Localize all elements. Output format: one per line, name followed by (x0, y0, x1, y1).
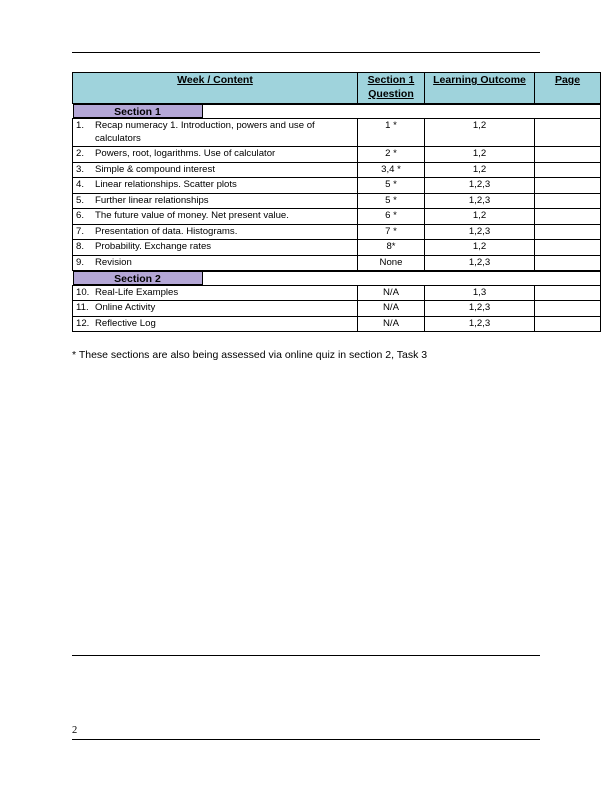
content-cell (73, 224, 358, 239)
question-cell: 6 * (358, 209, 425, 224)
row-number: 1. (76, 120, 85, 132)
table-row (73, 147, 601, 162)
table-row (73, 316, 601, 331)
row-number: 2. (76, 148, 85, 160)
page-cell (535, 224, 601, 239)
page-cell (535, 147, 601, 162)
outcome-cell: 1,2,3 (425, 255, 535, 270)
row-content: Reflective Log (95, 317, 156, 329)
table-row (73, 119, 601, 147)
content-cell (73, 147, 358, 162)
row-content: Powers, root, logarithms. Use of calculator (95, 148, 276, 160)
page-cell (535, 255, 601, 270)
page-cell (535, 301, 601, 316)
row-content: Real-Life Examples (95, 286, 179, 298)
section-label: Section 2 (73, 271, 203, 285)
row-number: 6. (76, 210, 85, 222)
question-cell: 2 * (358, 147, 425, 162)
content-cell (73, 162, 358, 177)
outcome-cell: 1,2,3 (425, 301, 535, 316)
header-week-content: Week / Content (73, 73, 358, 104)
outcome-cell: 1,2 (425, 240, 535, 255)
row-content: Recap numeracy 1. Introduction, powers and use of calculators (95, 120, 315, 144)
outcome-cell: 1,2 (425, 119, 535, 147)
table-row (73, 209, 601, 224)
header-section1-question: Section 1 Question (358, 73, 425, 104)
row-number: 9. (76, 256, 85, 268)
row-number: 10. (76, 286, 90, 298)
row-content: The future value of money. Net present value. (95, 210, 289, 222)
question-cell: 5 * (358, 178, 425, 193)
outcome-cell: 1,2 (425, 209, 535, 224)
question-cell: N/A (358, 285, 425, 300)
page-cell (535, 178, 601, 193)
question-cell: 1 * (358, 119, 425, 147)
page-cell (535, 285, 601, 300)
row-number: 7. (76, 225, 85, 237)
table-header-row (73, 73, 601, 104)
table-row (73, 240, 601, 255)
page-cell (535, 240, 601, 255)
content-cell (73, 255, 358, 270)
table-row (73, 285, 601, 300)
page-number: 2 (72, 725, 78, 736)
section-row (73, 270, 601, 285)
outcome-cell: 1,2 (425, 147, 535, 162)
question-cell: N/A (358, 301, 425, 316)
table-row (73, 193, 601, 208)
question-cell: 7 * (358, 224, 425, 239)
header-learning-outcome: Learning Outcome (425, 73, 535, 104)
row-number: 3. (76, 163, 85, 175)
row-content: Simple & compound interest (95, 163, 215, 175)
content-cell (73, 178, 358, 193)
content-cell (73, 193, 358, 208)
row-content: Revision (95, 256, 132, 268)
table-row (73, 224, 601, 239)
question-cell: None (358, 255, 425, 270)
outcome-cell: 1,2,3 (425, 316, 535, 331)
row-content: Online Activity (95, 302, 156, 314)
question-cell: 3,4 * (358, 162, 425, 177)
row-number: 12. (76, 317, 90, 329)
question-cell: 5 * (358, 193, 425, 208)
outcome-cell: 1,3 (425, 285, 535, 300)
page-cell (535, 193, 601, 208)
table-row (73, 162, 601, 177)
content-cell (73, 209, 358, 224)
table-row (73, 178, 601, 193)
page-cell (535, 119, 601, 147)
contents-table (72, 72, 601, 332)
section-row (73, 104, 601, 119)
row-number: 11. (76, 302, 89, 314)
page-cell (535, 209, 601, 224)
row-content: Presentation of data. Histograms. (95, 225, 238, 237)
footer-rule (72, 655, 540, 656)
section-label: Section 1 (73, 104, 203, 118)
content-cell (73, 119, 358, 147)
row-number: 8. (76, 241, 85, 253)
top-rule (72, 52, 540, 53)
question-cell: 8* (358, 240, 425, 255)
page-cell (535, 316, 601, 331)
outcome-cell: 1,2 (425, 162, 535, 177)
outcome-cell: 1,2,3 (425, 224, 535, 239)
table-row (73, 255, 601, 270)
outcome-cell: 1,2,3 (425, 193, 535, 208)
row-number: 4. (76, 179, 85, 191)
footnote: * These sections are also being assessed via online quiz in section 2, Task 3 (72, 349, 428, 361)
row-content: Further linear relationships (95, 194, 209, 206)
content-cell (73, 316, 358, 331)
content-cell (73, 285, 358, 300)
content-cell (73, 301, 358, 316)
content-cell (73, 240, 358, 255)
header-page: Page (535, 73, 601, 104)
page-cell (535, 162, 601, 177)
row-content: Probability. Exchange rates (95, 241, 212, 253)
question-cell: N/A (358, 316, 425, 331)
bottom-rule (72, 739, 540, 740)
outcome-cell: 1,2,3 (425, 178, 535, 193)
row-content: Linear relationships. Scatter plots (95, 179, 237, 191)
row-number: 5. (76, 194, 85, 206)
table-row (73, 301, 601, 316)
